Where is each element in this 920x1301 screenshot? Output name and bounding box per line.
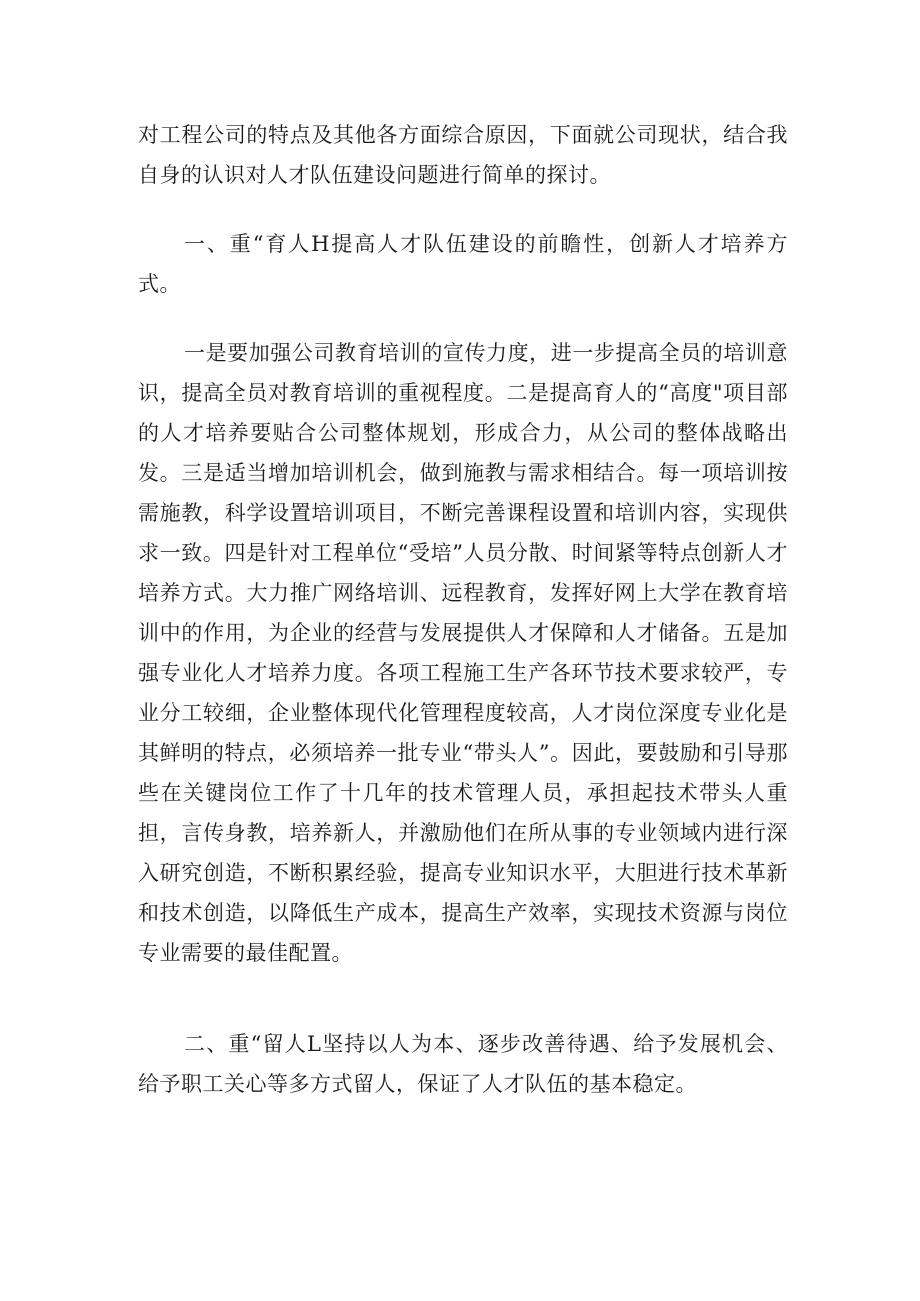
section-heading-2: 二、重“留人L坚持以人为本、逐步改善待遇、给予发展机会、给予职工关心等多方式留人，保证了人才队伍的基本稳定。 [138, 1032, 788, 1096]
section-heading-1: 一、重“育人H提高人才队伍建设的前瞻性，创新人才培养方式。 [138, 232, 788, 296]
paragraph-intro: 对工程公司的特点及其他各方面综合原因，下面就公司现状，结合我自身的认识对人才队伍建设问题进行简单的探讨。 [138, 123, 788, 187]
paragraph-body: 一是要加强公司教育培训的宣传力度，进一步提高全员的培训意识，提高全员对教育培训的重视程度。二是提高育人的“高度"项目部的人才培养要贴合公司整体规划，形成合力，从公司的整体战略出发。三是适当增加培训机会，做到施教与需求相结合。每一项培训按需施教，科学设置培训项目，不断完善课程设置和培训内容，实现供求一致。四是针对工程单位“受培”人员分散、时间紧等特点创新人才培养方式。大力推广网络培训、远程教育，发挥好网上大学在教育培训中的作用，为企业的经营与发展提供人才保障和人才储备。五是加强专业化人才培养力度。各项工程施工生产各环节技术要求较严，专业分工较细，企业整体现代化管理程度较高，人才岗位深度专业化是其鲜明的特点，必须培养一批专业“带头人”。因此，要鼓励和引导那些在关键岗位工作了十几年的技术管理人员，承担起技术带头人重担，言传身教，培养新人，并激励他们在所从事的专业领域内进行深入研究创造，不断积累经验，提高专业知识水平，大胆进行技术革新和技术创造，以降低生产成本，提高生产效率，实现技术资源与岗位专业需要的最佳配置。 [138, 341, 788, 965]
